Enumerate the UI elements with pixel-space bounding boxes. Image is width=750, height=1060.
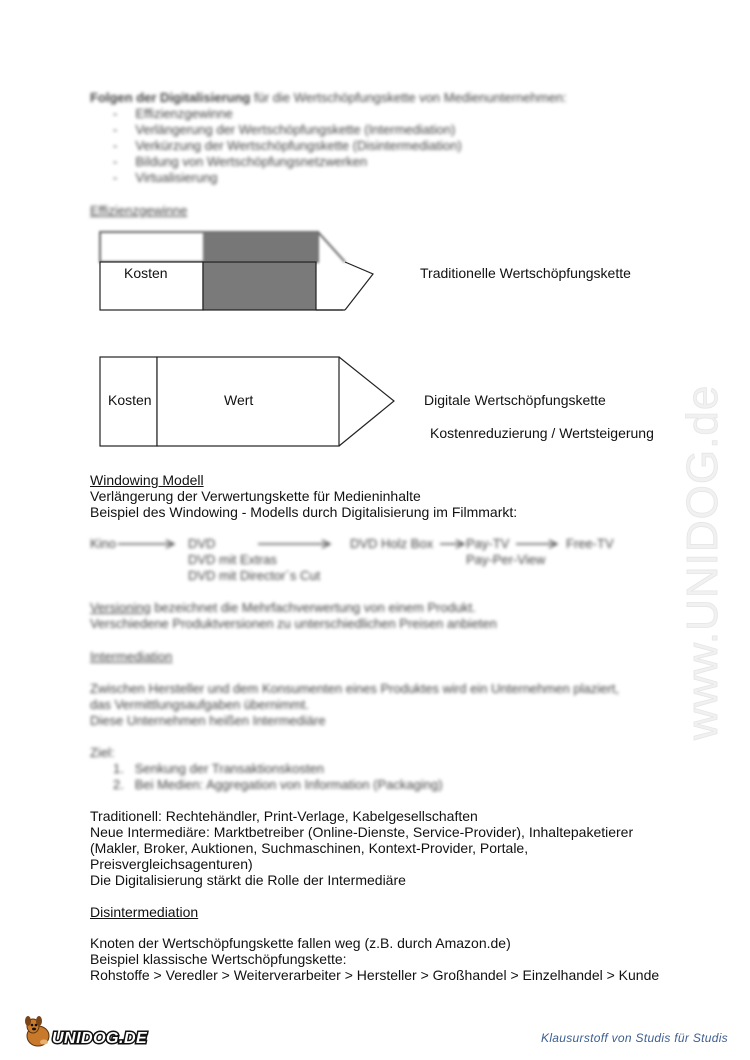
windowing-heading: Windowing Modell — [90, 472, 204, 488]
intro-heading-rest: für die Wertschöpfungskette von Medienunternehmen: — [250, 90, 567, 105]
footer-tagline: Klausurstoff von Studis für Studis — [541, 1031, 728, 1045]
ziel-item: 2. Bei Medien: Aggregation von Information (Packaging) — [113, 777, 443, 792]
chain-holzbox: DVD Holz Box — [350, 536, 434, 551]
chain-ppv: Pay-Per-View — [466, 552, 546, 567]
intro-bullet: - Effizienzgewinne — [113, 106, 233, 121]
chain-dvd-extras: DVD mit Extras — [188, 552, 277, 567]
watermark — [655, 270, 745, 750]
intermediation-p3: Diese Unternehmen heißen Intermediäre — [90, 713, 326, 728]
disintermediation-line1: Knoten der Wertschöpfungskette fallen weg (z.B. durch Amazon.de) — [90, 935, 511, 951]
chain-dvd: DVD — [188, 536, 216, 551]
intermediation-neue-cont: (Makler, Broker, Auktionen, Suchmaschinen, Kontext-Provider, Portale, — [90, 840, 529, 856]
intermediation-p1: Zwischen Hersteller und dem Konsumenten eines Produktes wird ein Unternehmen plaziert, — [90, 681, 619, 696]
dog-mascot-icon — [25, 1016, 49, 1046]
diagram2-subcaption: Kostenreduzierung / Wertsteigerung — [430, 425, 654, 441]
watermark-text: www.UNIDOG.de — [678, 384, 727, 740]
intro-bullet: - Bildung von Wertschöpfungsnetzwerken — [113, 154, 368, 169]
windowing-line1: Verlängerung der Verwertungskette für Medieninhalte — [90, 488, 421, 504]
chain-dvd-directors-cut: DVD mit Director´s Cut — [188, 568, 321, 583]
versioning-line2: Verschiedene Produktversionen zu unterschiedlichen Preisen anbieten — [90, 616, 497, 631]
intro-bullet: - Virtualisierung — [113, 170, 218, 185]
disintermediation-chain: Rohstoffe > Veredler > Weiterverarbeiter > Hersteller > Großhandel > Einzelhandel > Kunde — [90, 967, 660, 983]
intro-heading-bold: Folgen der Digitalisierung — [90, 90, 251, 105]
diagram1-caption: Traditionelle Wertschöpfungskette — [420, 265, 631, 281]
versioning-line1: Versioning bezeichnet die Mehrfachverwertung von einem Produkt. — [90, 600, 476, 615]
windowing-line2: Beispiel des Windowing - Modells durch Digitalisierung im Filmmarkt: — [90, 504, 518, 520]
ziel-label: Ziel: — [90, 745, 115, 760]
chain-freetv: Free-TV — [566, 536, 614, 551]
intro-bullet: - Verlängerung der Wertschöpfungskette (Intermediation) — [113, 122, 456, 137]
chain-kino: Kino — [90, 536, 117, 551]
logo-text: UNIDOG.DE — [52, 1030, 148, 1047]
intermediation-neue-cont2: Preisvergleichsagenturen) — [90, 856, 253, 872]
diagram1-cost-label: Kosten — [124, 265, 168, 281]
disintermediation-line2: Beispiel klassische Wertschöpfungskette: — [90, 951, 347, 967]
diagram2-cost-label: Kosten — [108, 392, 152, 408]
effizienz-heading: Effizienzgewinne — [90, 203, 188, 218]
diagram2-caption: Digitale Wertschöpfungskette — [424, 392, 606, 408]
diagram2-arrow-head — [339, 357, 394, 446]
diagram2-value-label: Wert — [224, 392, 254, 408]
chain-paytv: Pay-TV — [466, 536, 510, 551]
intro-bullet: - Verkürzung der Wertschöpfungskette (Disintermediation) — [113, 138, 462, 153]
intermediation-heading: Intermediation — [90, 649, 173, 664]
intermediation-rolle: Die Digitalisierung stärkt die Rolle der Intermediäre — [90, 872, 406, 888]
diagram1-value-box — [203, 262, 316, 310]
disintermediation-heading: Disintermediation — [90, 904, 199, 920]
intermediation-neue: Neue Intermediäre: Marktbetreiber (Online-Dienste, Service-Provider), Inhaltepaketierer — [90, 824, 634, 840]
unidog-logo — [22, 1012, 152, 1052]
diagram1-arrow-head — [345, 262, 373, 310]
intermediation-p2: das Vermittlungsaufgaben übernimmt. — [90, 697, 309, 712]
footer-logo — [22, 1012, 152, 1057]
intermediation-traditionell: Traditionell: Rechtehändler, Print-Verlage, Kabelgesellschaften — [90, 808, 478, 824]
diagram1-blurred-top — [100, 232, 345, 262]
ziel-item: 1. Senkung der Transaktionskosten — [113, 761, 325, 776]
